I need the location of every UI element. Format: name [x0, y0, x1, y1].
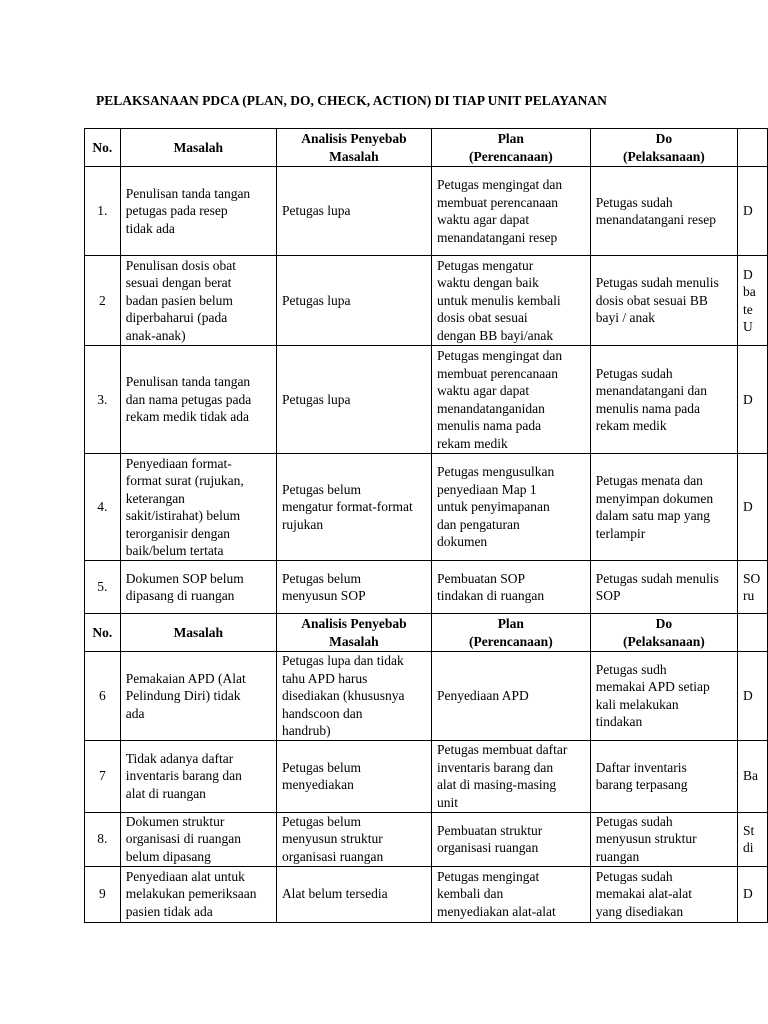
table-row [85, 740, 768, 812]
cell-analisis: Petugas lupa [276, 167, 431, 256]
cell-do: Petugas sudah menulis dosis obat sesuai BB bayi / anak [590, 256, 737, 346]
cell-do: Petugas sudah memakai alat-alat yang disediakan [590, 866, 737, 922]
cell-plan: Pembuatan struktur organisasi ruangan [431, 812, 590, 866]
cell-masalah: Penulisan tanda tangan dan nama petugas pada rekam medik tidak ada [120, 346, 276, 454]
cell-analisis: Petugas belum mengatur format-format rujukan [276, 454, 431, 561]
cell-analisis: Petugas belum menyusun struktur organisasi ruangan [276, 812, 431, 866]
cell-no: 1. [85, 167, 121, 256]
cell-check: D [738, 167, 768, 256]
header-plan: Plan (Perencanaan) [431, 614, 590, 652]
cell-check: Ba [738, 740, 768, 812]
cell-analisis: Petugas lupa dan tidak tahu APD harus disediakan (khususnya handscoon dan handrub) [276, 652, 431, 741]
cell-analisis: Petugas lupa [276, 346, 431, 454]
cell-do: Petugas sudh memakai APD setiap kali melakukan tindakan [590, 652, 737, 741]
table-header-row [85, 614, 768, 652]
header-analisis: Analisis Penyebab Masalah [276, 614, 431, 652]
pdca-table [84, 128, 768, 923]
header-no: No. [85, 614, 121, 652]
cell-check: D [738, 866, 768, 922]
cell-masalah: Dokumen struktur organisasi di ruangan belum dipasang [120, 812, 276, 866]
cell-check: D [738, 346, 768, 454]
cell-analisis: Alat belum tersedia [276, 866, 431, 922]
header-do: Do (Pelaksanaan) [590, 129, 737, 167]
cell-no: 5. [85, 561, 121, 614]
header-analisis: Analisis Penyebab Masalah [276, 129, 431, 167]
header-no: No. [85, 129, 121, 167]
header-masalah: Masalah [120, 129, 276, 167]
header-check [738, 614, 768, 652]
cell-do: Petugas sudah menyusun struktur ruangan [590, 812, 737, 866]
cell-plan: Petugas mengusulkan penyediaan Map 1 untuk penyimapanan dan pengaturan dokumen [431, 454, 590, 561]
cell-do: Daftar inventaris barang terpasang [590, 740, 737, 812]
table-row [85, 256, 768, 346]
cell-masalah: Tidak adanya daftar inventaris barang dan alat di ruangan [120, 740, 276, 812]
header-plan: Plan (Perencanaan) [431, 129, 590, 167]
cell-do: Petugas sudah menulis SOP [590, 561, 737, 614]
cell-no: 3. [85, 346, 121, 454]
cell-analisis: Petugas belum menyusun SOP [276, 561, 431, 614]
cell-plan: Petugas mengingat kembali dan menyediakan alat-alat [431, 866, 590, 922]
cell-check: D [738, 454, 768, 561]
cell-plan: Petugas membuat daftar inventaris barang dan alat di masing-masing unit [431, 740, 590, 812]
header-masalah: Masalah [120, 614, 276, 652]
table-row [85, 346, 768, 454]
cell-plan: Petugas mengatur waktu dengan baik untuk menulis kembali dosis obat sesuai dengan BB bayi/anak [431, 256, 590, 346]
cell-do: Petugas menata dan menyimpan dokumen dalam satu map yang terlampir [590, 454, 737, 561]
cell-no: 8. [85, 812, 121, 866]
cell-masalah: Dokumen SOP belum dipasang di ruangan [120, 561, 276, 614]
cell-analisis: Petugas belum menyediakan [276, 740, 431, 812]
header-do: Do (Pelaksanaan) [590, 614, 737, 652]
cell-check: D [738, 652, 768, 741]
table-row [85, 561, 768, 614]
table-row [85, 812, 768, 866]
cell-do: Petugas sudah menandatangani dan menulis nama pada rekam medik [590, 346, 737, 454]
cell-check: St di [738, 812, 768, 866]
cell-no: 6 [85, 652, 121, 741]
cell-masalah: Penulisan dosis obat sesuai dengan berat badan pasien belum diperbaharui (pada anak-anak) [120, 256, 276, 346]
cell-do: Petugas sudah menandatangani resep [590, 167, 737, 256]
table-row [85, 167, 768, 256]
cell-masalah: Penulisan tanda tangan petugas pada resep tidak ada [120, 167, 276, 256]
cell-check: D ba te U [738, 256, 768, 346]
cell-plan: Petugas mengingat dan membuat perencanaan waktu agar dapat menandatangani resep [431, 167, 590, 256]
cell-analisis: Petugas lupa [276, 256, 431, 346]
table-row [85, 652, 768, 741]
cell-no: 7 [85, 740, 121, 812]
cell-no: 2 [85, 256, 121, 346]
header-check [738, 129, 768, 167]
cell-plan: Pembuatan SOP tindakan di ruangan [431, 561, 590, 614]
cell-check: SO ru [738, 561, 768, 614]
cell-plan: Penyediaan APD [431, 652, 590, 741]
page-title: PELAKSANAAN PDCA (PLAN, DO, CHECK, ACTION) DI TIAP UNIT PELAYANAN [96, 93, 607, 108]
cell-no: 9 [85, 866, 121, 922]
table-row [85, 866, 768, 922]
cell-plan: Petugas mengingat dan membuat perencanaan waktu agar dapat menandatanganidan menulis nama pada rekam medik [431, 346, 590, 454]
cell-masalah: Pemakaian APD (Alat Pelindung Diri) tidak ada [120, 652, 276, 741]
cell-no: 4. [85, 454, 121, 561]
cell-masalah: Penyediaan alat untuk melakukan pemeriksaan pasien tidak ada [120, 866, 276, 922]
table-header-row [85, 129, 768, 167]
table-row [85, 454, 768, 561]
cell-masalah: Penyediaan format- format surat (rujukan, keterangan sakit/istirahat) belum terorganisir dengan baik/belum tertata [120, 454, 276, 561]
